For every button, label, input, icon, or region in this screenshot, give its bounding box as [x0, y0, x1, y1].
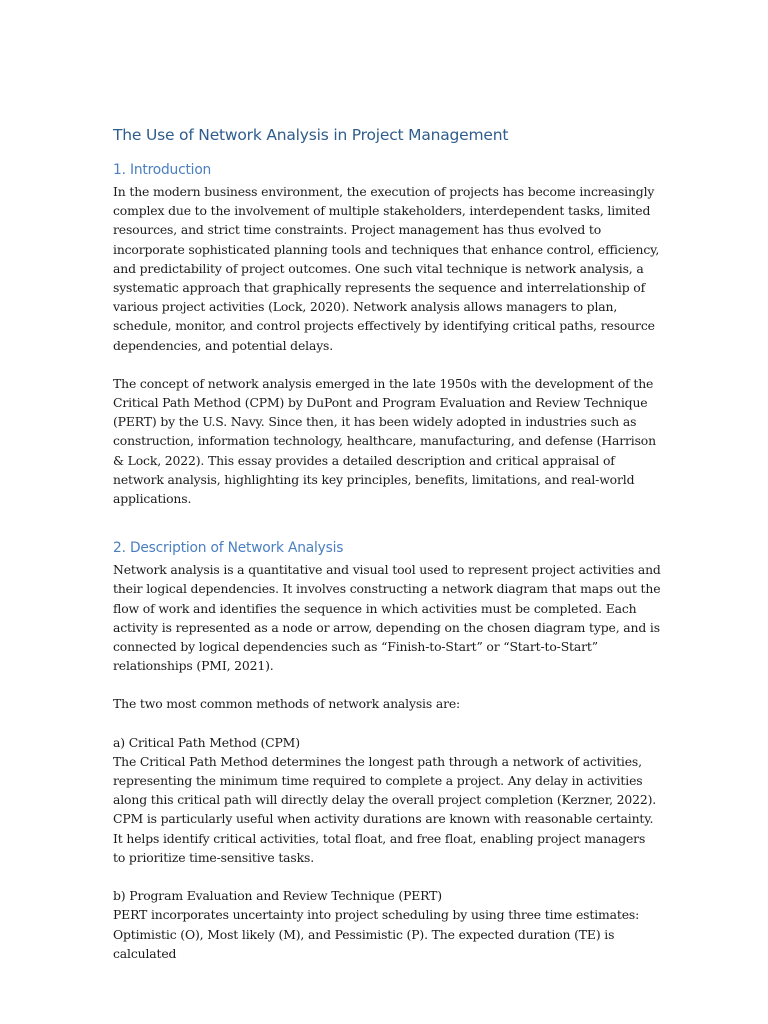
intro-paragraph-2: The concept of network analysis emerged in the late 1950s with the development of the Critical Path Method (CPM) by DuPont and Program Evaluation and Review Technique (PERT) by the U.S. Navy. Since then, it has been widely adopted in industries such as construction, information technology, healthcare, manufacturing, and defense (Harrison & Lock, 2022). This essay provides a detailed description and critical appraisal of network analysis, highlighting its key principles, benefits, limitations, and real-world applications. — [113, 375, 656, 507]
document-title: The Use of Network Analysis in Project Management — [113, 126, 509, 144]
section-heading-description: 2. Description of Network Analysis — [113, 540, 344, 557]
cpm-paragraph: The Critical Path Method determines the longest path through a network of activities, representing the minimum time required to complete a project. Any delay in activities along this critical path will directly delay the overall project completion (Kerzner, 2022). CPM is particularly useful when activity durations are known with reasonable certainty. It helps identify critical activities, total float, and free float, enabling project managers to prioritize time-sensitive tasks. — [113, 753, 657, 865]
intro-paragraph-1: In the modern business environment, the execution of projects has become increasingly complex due to the involvement of multiple stakeholders, interdependent tasks, limited resources, and strict time constraints. Project management has thus evolved to incorporate sophisticated planning tools and techniques that enhance control, efficiency, and predictability of project outcomes. One such vital technique is network analysis, a systematic approach that graphically represents the sequence and interrelationship of various project activities (Lock, 2020). Network analysis allows managers to plan, schedule, monitor, and control projects effectively by identifying critical paths, resource dependencies, and potential delays. — [113, 184, 660, 353]
document-body — [113, 124, 661, 963]
description-paragraph-1: Network analysis is a quantitative and visual tool used to represent project activities and their logical dependencies. It involves constructing a network diagram that maps out the flow of work and identifies the sequence in which activities must be completed. Each activity is represented as a node or arrow, depending on the chosen diagram type, and is connected by logical dependencies such as “Finish-to-Start” or “Start-to-Start” relationships (PMI, 2021). — [113, 562, 661, 674]
description-paragraph-2: The two most common methods of network analysis are: — [113, 696, 461, 712]
pert-subheading: b) Program Evaluation and Review Technique (PERT) — [113, 888, 442, 904]
cpm-subheading: a) Critical Path Method (CPM) — [113, 734, 300, 750]
pert-paragraph: PERT incorporates uncertainty into project scheduling by using three time estimates: Optimistic (O), Most likely (M), and Pessimistic (P). The expected duration (TE) is calculated — [113, 907, 640, 961]
section-heading-introduction: 1. Introduction — [113, 162, 212, 178]
